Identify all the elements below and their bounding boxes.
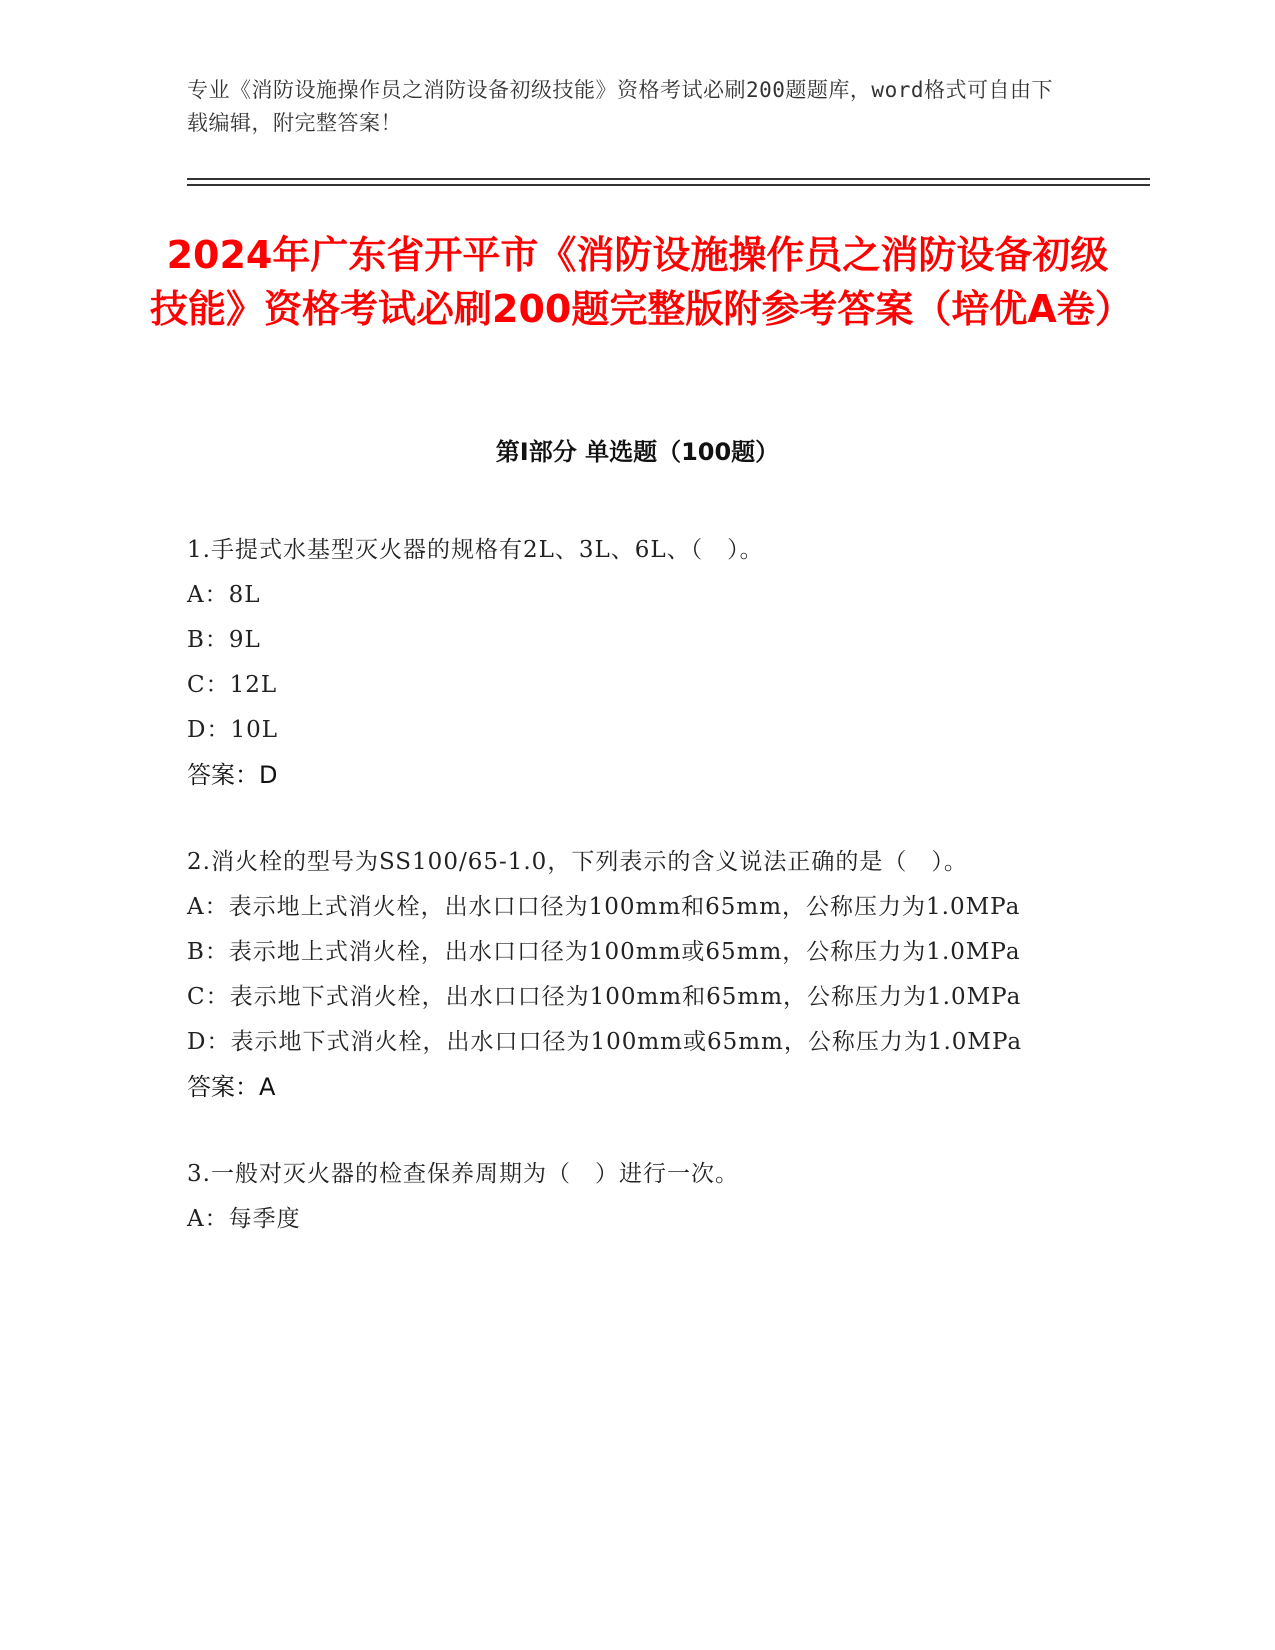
section-title: 第I部分 单选题（100题） xyxy=(495,438,780,466)
question-stem: 3.一般对灭火器的检查保养周期为（ ）进行一次。 xyxy=(187,1161,739,1187)
question-3 xyxy=(187,1152,1067,1242)
question-list xyxy=(187,528,1067,1284)
option-a: A：8L xyxy=(187,582,261,608)
header-divider-top xyxy=(187,178,1150,180)
question-2 xyxy=(187,840,1067,1110)
question-stem: 1.手提式水基型灭火器的规格有2L、3L、6L、（ ）。 xyxy=(187,537,764,563)
option-d: D：10L xyxy=(187,717,278,743)
question-stem: 2.消火栓的型号为SS100/65-1.0，下列表示的含义说法正确的是（ ）。 xyxy=(187,849,968,875)
option-b: B：表示地上式消火栓，出水口口径为100mm或65mm，公称压力为1.0MPa xyxy=(187,939,1021,965)
option-d: D：表示地下式消火栓，出水口口径为100mm或65mm，公称压力为1.0MPa xyxy=(187,1029,1023,1055)
question-1 xyxy=(187,528,1067,798)
option-c: C：12L xyxy=(187,672,278,698)
question-answer: 答案：A xyxy=(187,1073,276,1101)
question-answer: 答案：D xyxy=(187,761,278,789)
document-title: 2024年广东省开平市《消防设施操作员之消防设备初级技能》资格考试必刷200题完整版附参考答案（培优A卷） xyxy=(150,233,1133,331)
header-divider-bottom xyxy=(187,184,1150,186)
option-a: A：每季度 xyxy=(187,1206,301,1232)
header-note: 专业《消防设施操作员之消防设备初级技能》资格考试必刷200题题库，word格式可自由下载编辑，附完整答案！ xyxy=(187,78,1053,135)
option-a: A：表示地上式消火栓，出水口口径为100mm和65mm，公称压力为1.0MPa xyxy=(187,894,1021,920)
option-b: B：9L xyxy=(187,627,261,653)
option-c: C：表示地下式消火栓，出水口口径为100mm和65mm，公称压力为1.0MPa xyxy=(187,984,1022,1010)
